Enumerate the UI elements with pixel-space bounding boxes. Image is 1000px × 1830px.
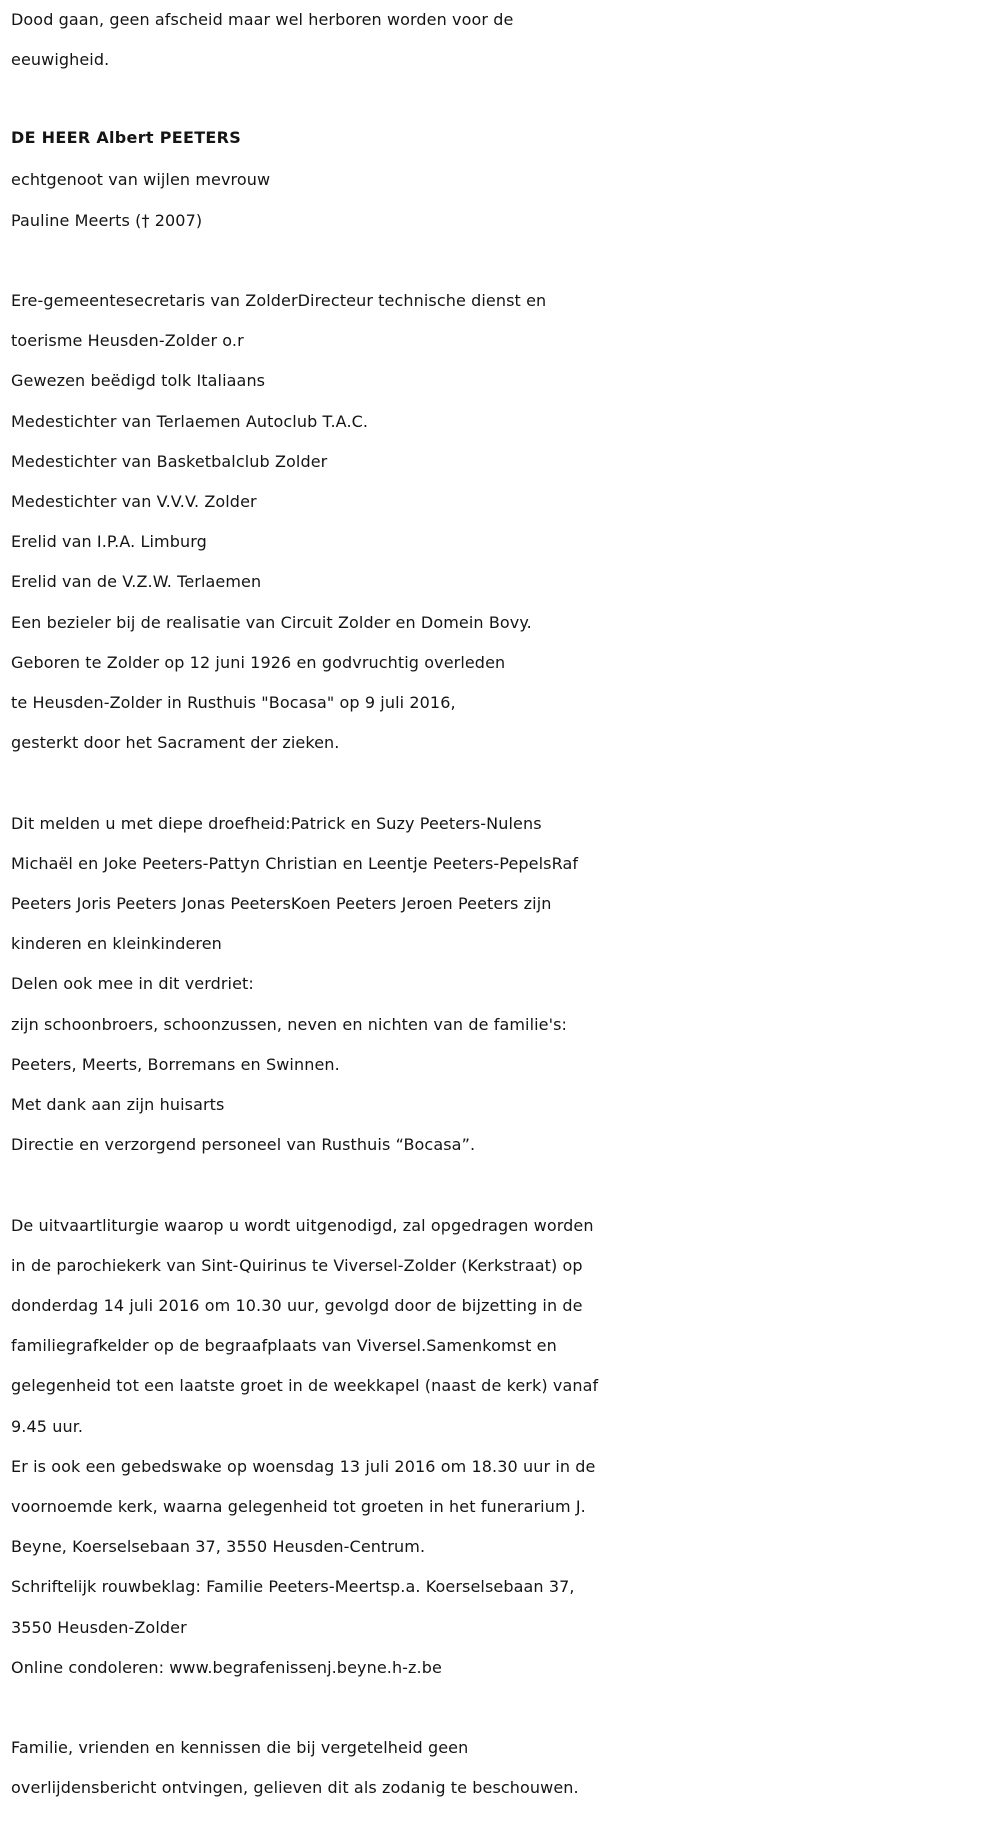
funeral-line: familiegrafkelder op de begraafplaats van Viversel.Samenkomst en [11, 1336, 557, 1356]
obituary-document [11, 0, 991, 1809]
funeral-line: Er is ook een gebedswake op woensdag 13 juli 2016 om 18.30 uur in de [11, 1456, 596, 1476]
intro-line: eeuwigheid. [11, 50, 110, 70]
spouse-line: Pauline Meerts († 2007) [11, 210, 203, 230]
closing-line: Familie, vrienden en kennissen die bij vergetelheid geen [11, 1738, 469, 1758]
career-line: Medestichter van Basketbalclub Zolder [11, 451, 328, 471]
family-line: Directie en verzorgend personeel van Rusthuis “Bocasa”. [11, 1135, 476, 1155]
funeral-section [11, 1206, 991, 1688]
intro-quote [11, 0, 991, 80]
family-line: Peeters Joris Peeters Jonas PeetersKoen Peeters Jeroen Peeters zijn [11, 894, 552, 914]
career-line: Geboren te Zolder op 12 juni 1926 en godvruchtig overleden [11, 652, 506, 672]
family-line: Michaël en Joke Peeters-Pattyn Christian en Leentje Peeters-PepelsRaf [11, 853, 579, 873]
funeral-line: donderdag 14 juli 2016 om 10.30 uur, gevolgd door de bijzetting in de [11, 1296, 583, 1316]
funeral-line: voornoemde kerk, waarna gelegenheid tot groeten in het funerarium J. [11, 1497, 586, 1517]
family-line: Delen ook mee in dit verdriet: [11, 974, 254, 994]
career-line: Medestichter van V.V.V. Zolder [11, 492, 257, 512]
career-line: Medestichter van Terlaemen Autoclub T.A.C. [11, 411, 369, 431]
funeral-line: 9.45 uur. [11, 1416, 84, 1436]
career-line: toerisme Heusden-Zolder o.r [11, 331, 244, 351]
career-line: Een bezieler bij de realisatie van Circuit Zolder en Domein Bovy. [11, 612, 532, 632]
funeral-line: Beyne, Koerselsebaan 37, 3550 Heusden-Centrum. [11, 1537, 426, 1557]
funeral-line: 3550 Heusden-Zolder [11, 1617, 187, 1637]
funeral-line: gelegenheid tot een laatste groet in de weekkapel (naast de kerk) vanaf [11, 1376, 599, 1396]
deceased-name: DE HEER Albert PEETERS [11, 128, 242, 148]
funeral-line: Schriftelijk rouwbeklag: Familie Peeters-Meertsp.a. Koerselsebaan 37, [11, 1577, 575, 1597]
family-line: kinderen en kleinkinderen [11, 934, 222, 954]
closing-note [11, 1728, 991, 1808]
funeral-line: De uitvaartliturgie waarop u wordt uitgenodigd, zal opgedragen worden [11, 1215, 594, 1235]
family-section [11, 804, 991, 1166]
spouse-line: echtgenoot van wijlen mevrouw [11, 170, 271, 190]
career-line: Ere-gemeentesecretaris van ZolderDirecteur technische dienst en [11, 291, 547, 310]
career-line: gesterkt door het Sacrament der zieken. [11, 733, 340, 753]
intro-line: Dood gaan, geen afscheid maar wel herboren worden voor de [11, 10, 514, 29]
family-line: Peeters, Meerts, Borremans en Swinnen. [11, 1054, 340, 1074]
funeral-line: in de parochiekerk van Sint-Quirinus te Viversel-Zolder (Kerkstraat) op [11, 1255, 583, 1275]
career-line: Gewezen beëdigd tolk Italiaans [11, 371, 266, 391]
career-line: Erelid van de V.Z.W. Terlaemen [11, 572, 262, 592]
family-line: zijn schoonbroers, schoonzussen, neven en nichten van de familie's: [11, 1014, 568, 1034]
career-line: Erelid van I.P.A. Limburg [11, 532, 207, 552]
family-line: Dit melden u met diepe droefheid:Patrick en Suzy Peeters-Nulens [11, 813, 542, 833]
spouse-info [11, 160, 991, 240]
family-line: Met dank aan zijn huisarts [11, 1095, 225, 1115]
closing-line: overlijdensbericht ontvingen, gelieven dit als zodanig te beschouwen. [11, 1778, 579, 1798]
career-line: te Heusden-Zolder in Rusthuis "Bocasa" op 9 juli 2016, [11, 693, 456, 713]
funeral-line: Online condoleren: www.begrafenissenj.beyne.h-z.be [11, 1657, 442, 1677]
career-section [11, 281, 991, 763]
